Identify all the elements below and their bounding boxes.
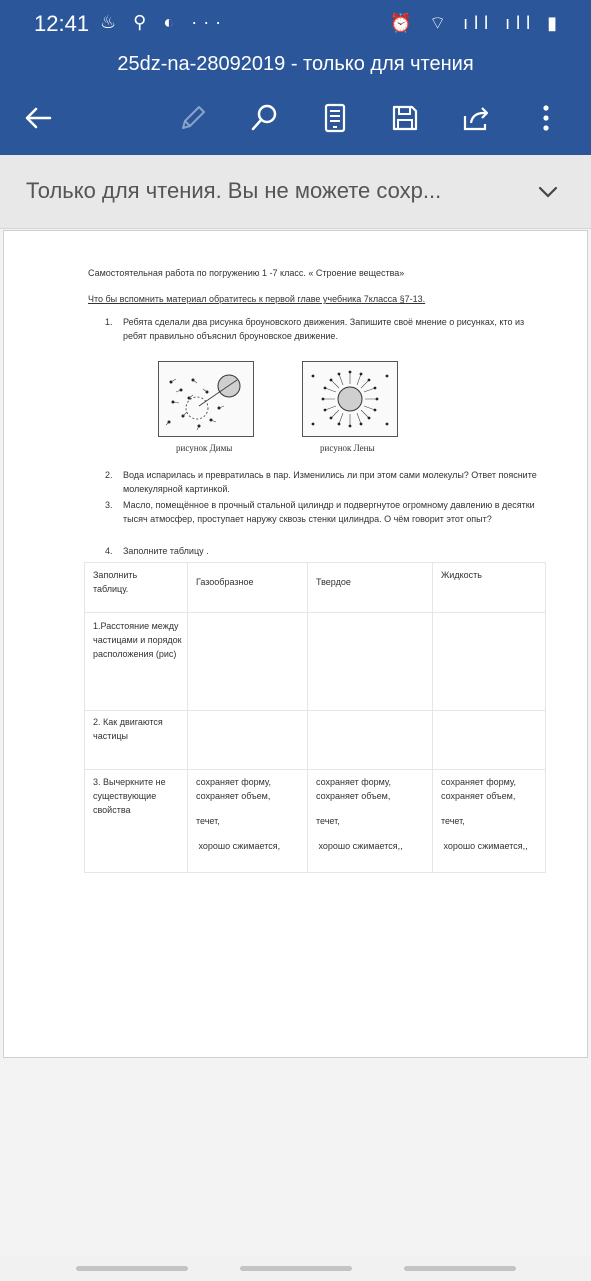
states-table [84,562,546,873]
property-text: хорошо сжимается,, [441,841,528,851]
table-divider [85,769,545,770]
question-number: 3. [105,500,113,510]
figure-caption-dima: рисунок Димы [176,443,233,453]
property-text: сохраняет объем, [316,791,391,801]
property-text: хорошо сжимается,, [316,841,403,851]
brownian-figure-1 [159,362,253,436]
doc-subheading: Что бы вспомнить материал обратитесь к первой главе учебника 7класса §7-13. [88,294,426,304]
question-text: Масло, помещённое в прочный стальной цилиндр и подвергнутое огромному давлению в десятки тысяч атмосфер, проступает наружу сквозь стенки цилиндра. О чём говорит этот опыт? [123,500,535,524]
table-header-cell: Твердое [316,577,351,587]
edit-button[interactable] [171,96,215,140]
search-button[interactable] [242,96,286,140]
question-text: Вода испарилась и превратилась в пар. Изменились ли при этом сами молекулы? Ответ поясните молекулярной картинкой. [123,470,537,494]
save-icon [389,102,421,134]
nav-back-button[interactable] [404,1266,516,1271]
property-text: течет, [441,816,465,826]
figure-dima [158,361,254,437]
question-number: 4. [105,546,113,556]
more-options-button[interactable] [524,96,568,140]
question-text: Ребята сделали два рисунка броуновского движения. Запишите своё мнение о рисунках, кто из ребят правильно объяснил броуновское движение. [123,317,525,341]
reading-view-icon [319,102,351,134]
document-page [3,230,588,1058]
table-row-label: 3. Вычеркните не существующие свойства [93,777,166,815]
figure-caption-lena: рисунок Лены [320,443,375,453]
property-text: сохраняет форму, [196,777,271,787]
brownian-figure-2 [303,362,397,436]
question-number: 1. [105,317,113,327]
property-text: сохраняет форму, [316,777,391,787]
question-number: 2. [105,470,113,480]
save-button[interactable] [383,96,427,140]
table-divider [307,563,308,872]
share-icon [460,102,492,134]
table-row-label: 1.Расстояние между частицами и порядок расположения (рис) [93,621,182,659]
table-row-label: 2. Как двигаются частицы [93,717,163,741]
table-header-cell: Жидкость [441,570,482,580]
property-text: сохраняет объем, [441,791,516,801]
table-divider [187,563,188,872]
status-time: 12:41 [34,11,90,36]
question-text: Заполните таблицу . [123,546,209,556]
property-text: течет, [316,816,340,826]
table-cell-solid [316,775,428,853]
more-vertical-icon [530,102,562,134]
status-notification-icons: ♨ ⚲ ◐ ··· [100,12,228,32]
share-button[interactable] [454,96,498,140]
table-divider [432,563,433,872]
property-text: течет, [196,816,220,826]
table-header-cell: Заполнить таблицу. [93,570,138,594]
document-title: 25dz-na-28092019 - только для чтения [117,53,474,75]
table-header-cell: Газообразное [196,577,254,587]
nav-recent-button[interactable] [76,1266,188,1271]
status-system-icons: ⏰ ⌔ ıll ıll ▮ [389,13,563,33]
table-cell-gas [196,775,304,853]
arrow-left-icon [22,102,54,134]
figure-lena [302,361,398,437]
app-header [0,0,591,155]
doc-heading: Самостоятельная работа по погружению 1 -7 класс. « Строение вещества» [88,268,405,278]
back-button[interactable] [16,96,60,140]
property-text: сохраняет форму, [441,777,516,787]
table-divider [85,612,545,613]
search-icon [248,102,280,134]
status-bar [0,0,591,46]
table-divider [85,710,545,711]
banner-text: Только для чтения. Вы не можете сохр... [26,178,442,203]
table-cell-liquid [441,775,543,853]
nav-home-button[interactable] [240,1266,352,1271]
chevron-down-icon[interactable] [535,179,561,205]
property-text: сохраняет объем, [196,791,271,801]
read-only-banner[interactable] [0,155,591,229]
property-text: хорошо сжимается, [196,841,281,851]
reading-view-button[interactable] [313,96,357,140]
pencil-icon [177,102,209,134]
